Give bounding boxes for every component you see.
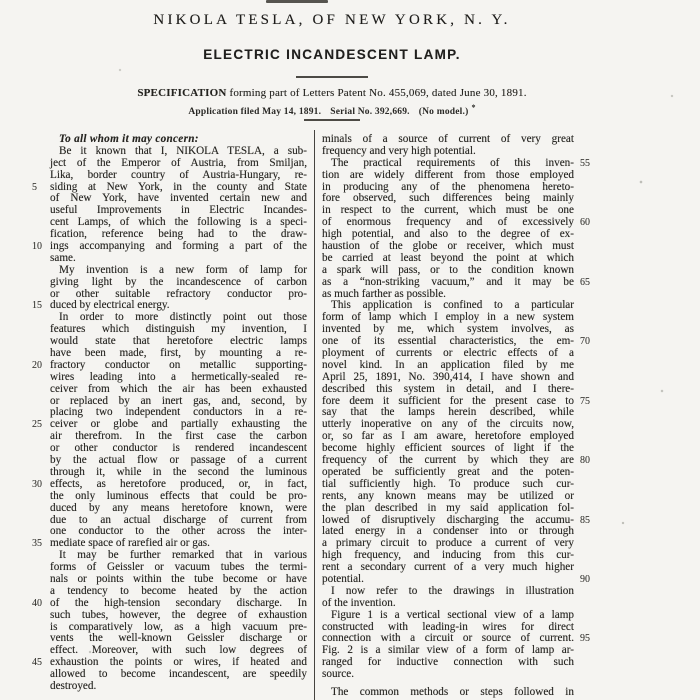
text-line-row	[322, 657, 602, 669]
text-line: exhaustion the points or wires, if heated and	[50, 656, 307, 669]
line-number: 30	[32, 478, 42, 490]
text-line-row	[30, 372, 307, 384]
text-line: siding at New York, in the county and State	[50, 180, 307, 193]
text-line-row	[322, 687, 602, 699]
text-line-row	[322, 384, 602, 396]
text-line: would state that heretofore electric lamps	[50, 335, 307, 348]
text-line: by the actual flow or passage of a current	[50, 454, 307, 467]
text-line: as a “non-striking vacuum,” and it may be	[322, 275, 574, 288]
text-line: a spark will pass, or to the condition known	[322, 263, 574, 276]
text-line: mediate space of rarefied air or gas.	[50, 537, 210, 550]
text-line: frequency of the current by which they are	[322, 454, 574, 467]
line-number: 20	[32, 359, 42, 371]
text-line: as much farther as possible.	[322, 287, 446, 300]
text-line: such tubes, however, the degree of exhaustion	[50, 608, 307, 621]
text-line: in producing any of the phenomena hereto-	[322, 180, 574, 193]
text-line: be carried at least beyond the point at which	[322, 251, 574, 264]
text-line-row	[322, 610, 602, 622]
text-line: ployment of currents or electric effects of a	[322, 347, 574, 360]
text-line: air therefrom. In the first case the carbon	[50, 430, 307, 443]
line-number: 55	[580, 157, 590, 169]
text-line: haustion of the globe or receiver, which must	[322, 240, 574, 253]
text-line-row	[322, 598, 602, 610]
text-line: fractory conductor on metallic supporting-	[50, 358, 307, 371]
title-divider-rule	[296, 76, 368, 78]
text-line: destroyed.	[50, 679, 97, 692]
text-line: vents the well-known Geissler discharge or	[50, 632, 307, 645]
line-number: 5	[32, 181, 37, 193]
text-line: ceiver from which the air has been exhausted	[50, 382, 307, 395]
text-line: It may be further remarked that in various	[59, 549, 307, 562]
text-line: operated be sufficiently great and the poten-	[322, 465, 574, 478]
text-line: duced by electrical energy.	[50, 299, 170, 312]
text-line: potential.	[322, 572, 364, 585]
text-line: Be it known that I, NIKOLA TESLA, a sub-	[59, 144, 307, 157]
application-line	[0, 103, 664, 117]
text-line: features which distinguish my invention, I	[50, 323, 307, 336]
text-line: is comparatively low, as a high vacuum pre-	[50, 620, 307, 633]
line-number: 25	[32, 419, 42, 431]
text-line: a primary circuit to produce a current of very	[322, 537, 574, 550]
text-line: same.	[50, 251, 76, 264]
text-line: lowed of disruptively discharging the accumu-	[322, 513, 574, 526]
text-line: tial sufficiently high. To produce such cur-	[322, 477, 574, 490]
text-line-row	[322, 277, 602, 289]
text-line-row	[30, 146, 307, 158]
text-line-row	[30, 479, 307, 491]
text-line: or, so far as I am aware, heretofore employed	[322, 430, 574, 443]
line-number: 65	[580, 276, 590, 288]
text-line-row	[30, 491, 307, 503]
serial-number-text: Serial No. 392,669.	[330, 107, 410, 117]
text-line: due to an actual discharge of current from	[50, 513, 307, 526]
text-line: constructed with leading-in wires for direct	[322, 620, 574, 633]
line-number: 80	[580, 455, 590, 467]
text-line: Figure 1 is a vertical sectional view of a lamp	[331, 608, 574, 621]
text-line: become highly efficient sources of light if the	[322, 442, 574, 455]
text-line: Fig. 2 is a similar view of a form of lamp ar-	[322, 644, 574, 657]
text-line: one conductor to the other across the inter-	[50, 525, 307, 538]
specification-text: forming part of Letters Patent No. 455,069, dated June 30, 1891.	[226, 87, 527, 99]
text-line-row	[322, 669, 602, 681]
application-filed-text: Application filed May 14, 1891.	[188, 107, 322, 117]
text-line-row	[30, 277, 307, 289]
text-line: of the invention.	[322, 596, 396, 609]
text-line: source.	[322, 668, 354, 681]
text-line-row	[30, 170, 307, 182]
line-number: 95	[580, 633, 590, 645]
text-line: effects, as heretofore produced, or, in fact,	[50, 477, 307, 490]
line-number: 70	[580, 336, 590, 348]
top-rule-fragment	[266, 0, 328, 3]
text-line: giving light by the incandescence of carbon	[50, 275, 307, 288]
text-line-row	[30, 586, 307, 598]
line-number: 75	[580, 395, 590, 407]
text-line-row	[30, 598, 307, 610]
text-line: in respect to the current, which must be one	[322, 204, 574, 217]
text-line: have been made, first, by mounting a re-	[50, 347, 307, 360]
footnote-marker: *	[471, 103, 476, 112]
text-line-row	[322, 170, 602, 182]
text-line: the only luminous effects that could be pro-	[50, 489, 307, 502]
text-line: effect. Moreover, with such low degrees of	[50, 644, 307, 657]
text-line: connection with a circuit or source of current.	[322, 632, 574, 645]
text-line: frequency and very high potential.	[322, 144, 476, 157]
text-line: My invention is a new form of lamp for	[59, 263, 307, 276]
text-line: ings accompanying and forming a part of the	[50, 240, 307, 253]
text-line-row	[30, 253, 307, 265]
text-line: ject of the Emperor of Austria, from Smiljan,	[50, 156, 307, 169]
text-line-row	[322, 503, 602, 515]
text-line-row	[322, 491, 602, 503]
text-line-row	[322, 586, 602, 598]
text-line: or other conductor is rendered incandescent	[50, 442, 307, 455]
text-line-row	[322, 562, 602, 574]
text-line: tion are widely different from those employed	[322, 168, 574, 181]
text-line: fication, reference being had to the draw-	[50, 228, 307, 241]
text-line: of enormous frequency and of excessively	[322, 216, 574, 229]
column-divider	[314, 130, 315, 700]
model-note: (No model.)	[418, 107, 469, 117]
text-line: one of its essential characteristics, the em-	[322, 335, 574, 348]
text-line: or replaced by an inert gas, and, second, by	[50, 394, 307, 407]
line-number: 60	[580, 217, 590, 229]
text-line: Lika, border country of Austria-Hungary, re-	[50, 168, 307, 181]
text-line: high potential, and also to the degree of ex-	[322, 228, 574, 241]
text-line-row	[30, 265, 307, 277]
text-line: minals of a source of current of very great	[322, 133, 574, 145]
line-number: 85	[580, 514, 590, 526]
text-line: of the high-tension secondary discharge. In	[50, 596, 307, 609]
text-line: or other suitable refractory conductor pro-	[50, 287, 307, 300]
line-number: 10	[32, 241, 42, 253]
specification-label: SPECIFICATION	[137, 87, 227, 99]
text-line-row	[30, 681, 307, 693]
text-line-row	[322, 265, 602, 277]
text-line: the plan described in my said application fol-	[322, 501, 574, 514]
text-line: April 25, 1891, No. 390,414, I have shown and	[322, 370, 574, 383]
text-line: a tendency to become heated by the action	[50, 584, 307, 597]
text-line: utterly inoperative on any of the circuits now,	[322, 418, 574, 431]
text-line: lated energy in a condenser into or through	[322, 525, 574, 538]
text-line: The common methods or steps followed in	[331, 685, 574, 698]
text-line: of New York, have invented certain new and	[50, 192, 307, 205]
right-column	[322, 134, 602, 699]
text-line: To all whom it may concern:	[59, 133, 199, 145]
text-line: duced by any means heretofore known, were	[50, 501, 307, 514]
text-line: invented by me, which system involves, as	[322, 323, 574, 336]
specification-divider-rule	[304, 119, 360, 121]
text-line: forms of Geissler or vacuum tubes the termi-	[50, 561, 307, 574]
line-number: 35	[32, 538, 42, 550]
text-line: through it, while in the second the luminous	[50, 465, 307, 478]
text-line: allowed to become incandescent, are speedily	[50, 668, 307, 681]
text-line: wires leading into a hermetically-sealed re-	[50, 370, 307, 383]
text-line: form of lamp which I employ in a new system	[322, 311, 574, 324]
patent-title: ELECTRIC INCANDESCENT LAMP.	[203, 47, 461, 62]
text-line: novel kind. In an application filed by me	[322, 358, 574, 371]
text-line-row	[30, 503, 307, 515]
text-line-row	[30, 158, 307, 170]
specification-line	[0, 87, 664, 99]
text-line: ceiver or globe and partially exhausting the	[50, 418, 307, 431]
text-line: high frequency, and inducing from this cur-	[322, 549, 574, 562]
text-line: say that the lamps herein described, while	[322, 406, 574, 419]
text-line: fore observed, such differences being mainly	[322, 192, 574, 205]
line-number: 90	[580, 573, 590, 585]
text-line: ranged for inductive connection with such	[322, 656, 574, 669]
text-line-row	[322, 253, 602, 265]
text-line-row	[322, 146, 602, 158]
left-column	[30, 134, 307, 693]
line-number: 15	[32, 300, 42, 312]
text-line-row	[322, 479, 602, 491]
text-line: rents, any known means may be utilized or	[322, 489, 574, 502]
text-line-row	[30, 384, 307, 396]
text-line: cent Lamps, of which the following is a speci-	[50, 216, 307, 229]
text-line: useful Improvements in Electric Incandes-	[50, 204, 307, 217]
text-line: placing two independent conductors in a re-	[50, 406, 307, 419]
line-number: 40	[32, 597, 42, 609]
text-line-row	[322, 158, 602, 170]
text-line: fore deem it sufficient for the present case to	[322, 394, 574, 407]
text-line: nals or points within the tube become or have	[50, 572, 307, 585]
line-number: 45	[32, 657, 42, 669]
text-line: I now refer to the drawings in illustration	[331, 584, 574, 597]
text-line-row	[322, 372, 602, 384]
text-line: rent a secondary current of a very much higher	[322, 561, 574, 574]
text-line-row	[30, 610, 307, 622]
text-line: described this system in detail, and I there-	[322, 382, 574, 395]
text-line: In order to more distinctly point out those	[59, 311, 307, 324]
inventor-line: NIKOLA TESLA, OF NEW YORK, N. Y.	[153, 12, 511, 28]
text-line: The practical requirements of this inven-	[331, 156, 574, 169]
text-line: This application is confined to a particular	[331, 299, 574, 312]
